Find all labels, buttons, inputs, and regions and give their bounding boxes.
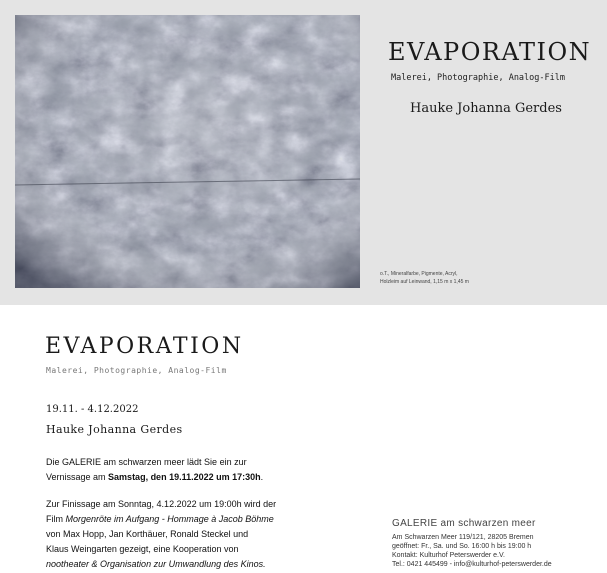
exhibition-dates: 19.11. - 4.12.2022 [46,404,139,415]
cooperation-partners: nootheater & Organisation zur Umwandlung des Kinos. [46,559,266,569]
gallery-address: Am Schwarzen Meer 119/121, 28205 Bremen [392,534,534,541]
gallery-hours: geöffnet: Fr., Sa. und So. 16:00 h bis 19:00 h [392,543,532,550]
invitation-suffix: . [260,472,264,482]
finissage-line: von Max Hopp, Jan Korthäuer, Ronald Steckel und [46,529,249,539]
caption-line: o.T., Mineralfarbe, Pigmente, Acryl, [380,271,458,277]
main-title: EVAPORATION [45,334,244,359]
film-prefix: Film [46,514,66,524]
invitation-line: Die GALERIE am schwarzen meer lädt Sie ein zur [46,457,247,467]
vernissage-date: Samstag, den 19.11.2022 um 17:30h [108,472,261,482]
main-subtitle: Malerei, Photographie, Analog-Film [46,366,227,375]
finissage-line [46,512,276,527]
main-artist: Hauke Johanna Gerdes [46,423,183,436]
gallery-phone: Tel.: 0421 445499 - info@kulturhof-peterswerder.de [392,561,552,568]
caption-line: Holzleim auf Leinwand, 1,15 m x 1,45 m [380,279,469,285]
artwork-texture [15,15,360,288]
gallery-name: GALERIE am schwarzen meer [392,518,536,529]
header-subtitle: Malerei, Photographie, Analog-Film [391,73,565,83]
artwork-caption [380,270,469,286]
artwork-image [15,15,360,288]
finissage-line: Zur Finissage am Sonntag, 4.12.2022 um 19:00h wird der [46,499,277,509]
gallery-info [392,533,552,569]
finissage-text [46,497,276,572]
invitation-text [46,455,263,485]
invitation-line [46,470,263,485]
film-title: Morgenröte im Aufgang - Hommage à Jacob Böhme [65,514,274,524]
header-artist: Hauke Johanna Gerdes [410,101,562,116]
gallery-contact: Kontakt: Kulturhof Peterswerder e.V. [392,552,505,559]
finissage-line: Klaus Weingarten gezeigt, eine Kooperation von [46,544,239,554]
invitation-prefix: Vernissage am [46,472,109,482]
header-title: EVAPORATION [388,38,592,66]
